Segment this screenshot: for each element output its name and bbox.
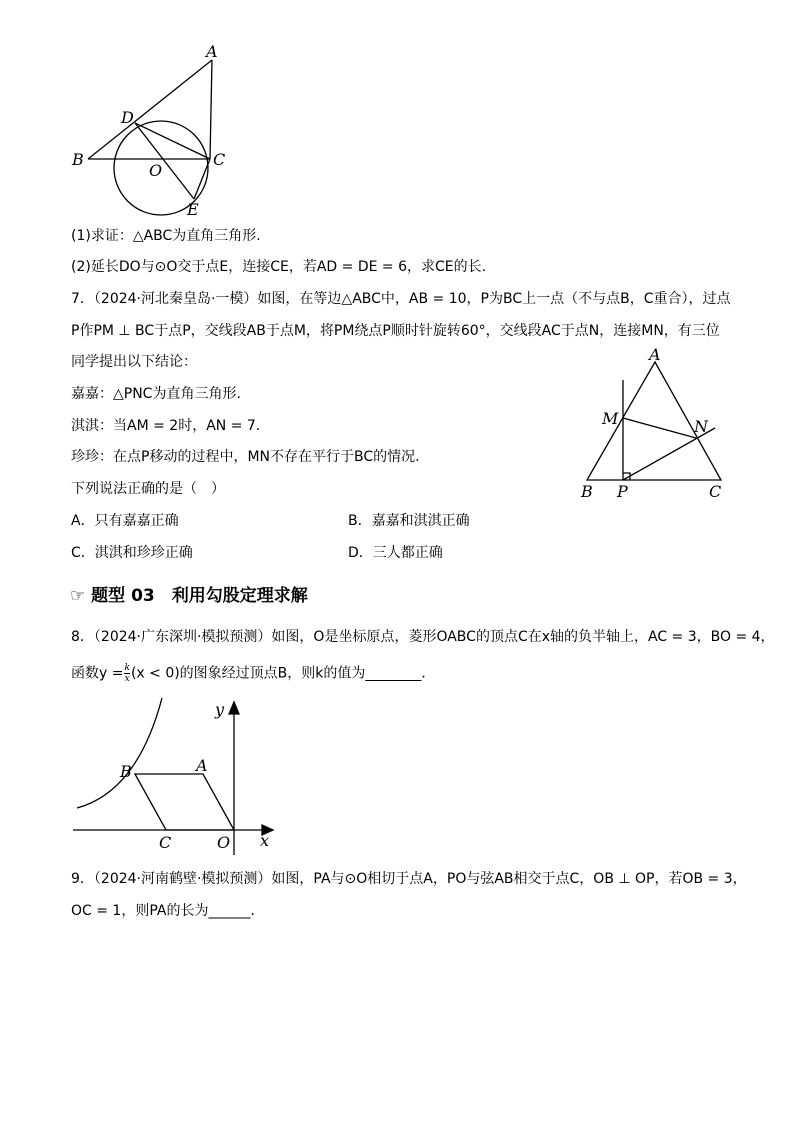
label-a: A <box>196 756 208 775</box>
label-n: N <box>694 417 708 436</box>
label-y: y <box>215 700 225 719</box>
rhombus-oabc <box>135 774 234 830</box>
q7-option-c: C．淇淇和珍珍正确 <box>71 545 193 561</box>
q7-line3: 同学提出以下结论： <box>71 354 197 370</box>
q8-line2 <box>71 663 435 684</box>
q8-line1: 8．（2024·广东深圳·模拟预测）如图，O是坐标原点，菱形OABC的顶点C在x轴的负半轴上，AC = 3，BO = 4， <box>71 629 775 645</box>
pointing-hand-icon: ☞ <box>70 586 86 606</box>
label-a: A <box>206 45 218 61</box>
q7-option-d: D．三人都正确 <box>348 545 443 561</box>
q7-qiqi: 淇淇：当AM = 2时，AN = 7. <box>71 418 261 434</box>
q7-option-b: B．嘉嘉和淇淇正确 <box>348 513 470 529</box>
label-a: A <box>649 345 661 364</box>
y-axis-arrow <box>229 702 239 714</box>
label-p: P <box>617 482 628 501</box>
equilateral-triangle-figure <box>575 345 735 505</box>
q7-jiajia: 嘉嘉：△PNC为直角三角形. <box>71 386 241 402</box>
hyperbola-curve <box>77 698 162 808</box>
q7-zhenzhen: 珍珍：在点P移动的过程中，MN不存在平行于BC的情况. <box>71 449 420 465</box>
label-b: B <box>120 762 132 781</box>
q9-line1: 9．（2024·河南鹤壁·模拟预测）如图，PA与⊙O相切于点A，PO与弦AB相交于点C，OB ⊥ OP，若OB = 3， <box>71 871 747 887</box>
label-c: C <box>159 833 172 852</box>
q9-line2: OC = 1，则PA的长为______． <box>71 903 265 919</box>
segment-ab <box>88 60 212 159</box>
segment-ac <box>210 60 212 159</box>
fraction-numerator: k <box>124 663 130 673</box>
q8-function-prefix: 函数y = <box>71 665 124 682</box>
q7-question: 下列说法正确的是（ ） <box>71 481 225 497</box>
q7-line2: P作PM ⊥ BC于点P，交线段AB于点M，将PM绕点P顺时针旋转60°，交线段AC于点N，连接MN，有三位 <box>71 323 720 339</box>
label-x: x <box>260 831 270 850</box>
coordinate-figure <box>65 695 285 865</box>
label-d: D <box>121 108 134 127</box>
segment-ce <box>194 159 210 199</box>
q7-option-a: A．只有嘉嘉正确 <box>71 513 179 529</box>
label-o: O <box>149 161 163 180</box>
q6-part1: (1)求证：△ABC为直角三角形. <box>71 228 261 244</box>
section-title: 题型 03 利用勾股定理求解 <box>91 586 308 606</box>
q8-function-suffix: (x < 0)的图象经过顶点B，则k的值为________． <box>130 665 436 682</box>
fraction-denominator: x <box>124 674 130 684</box>
label-e: E <box>187 200 199 219</box>
label-b: B <box>72 150 84 169</box>
circle-triangle-figure <box>60 45 240 225</box>
segment-mn <box>623 418 696 438</box>
q6-part2: (2)延长DO与⊙O交于点E，连接CE，若AD = DE = 6，求CE的长. <box>71 259 487 275</box>
label-m: M <box>602 409 619 428</box>
q7-line1: 7．（2024·河北秦皇岛·一模）如图，在等边△ABC中，AB = 10，P为BC上一点（不与点B，C重合），过点 <box>71 291 731 307</box>
label-o: O <box>217 833 231 852</box>
label-c: C <box>709 482 722 501</box>
label-b: B <box>581 482 593 501</box>
segment-de <box>135 123 194 199</box>
label-c: C <box>213 150 226 169</box>
section-heading <box>70 584 308 608</box>
q8-fraction <box>124 663 129 684</box>
